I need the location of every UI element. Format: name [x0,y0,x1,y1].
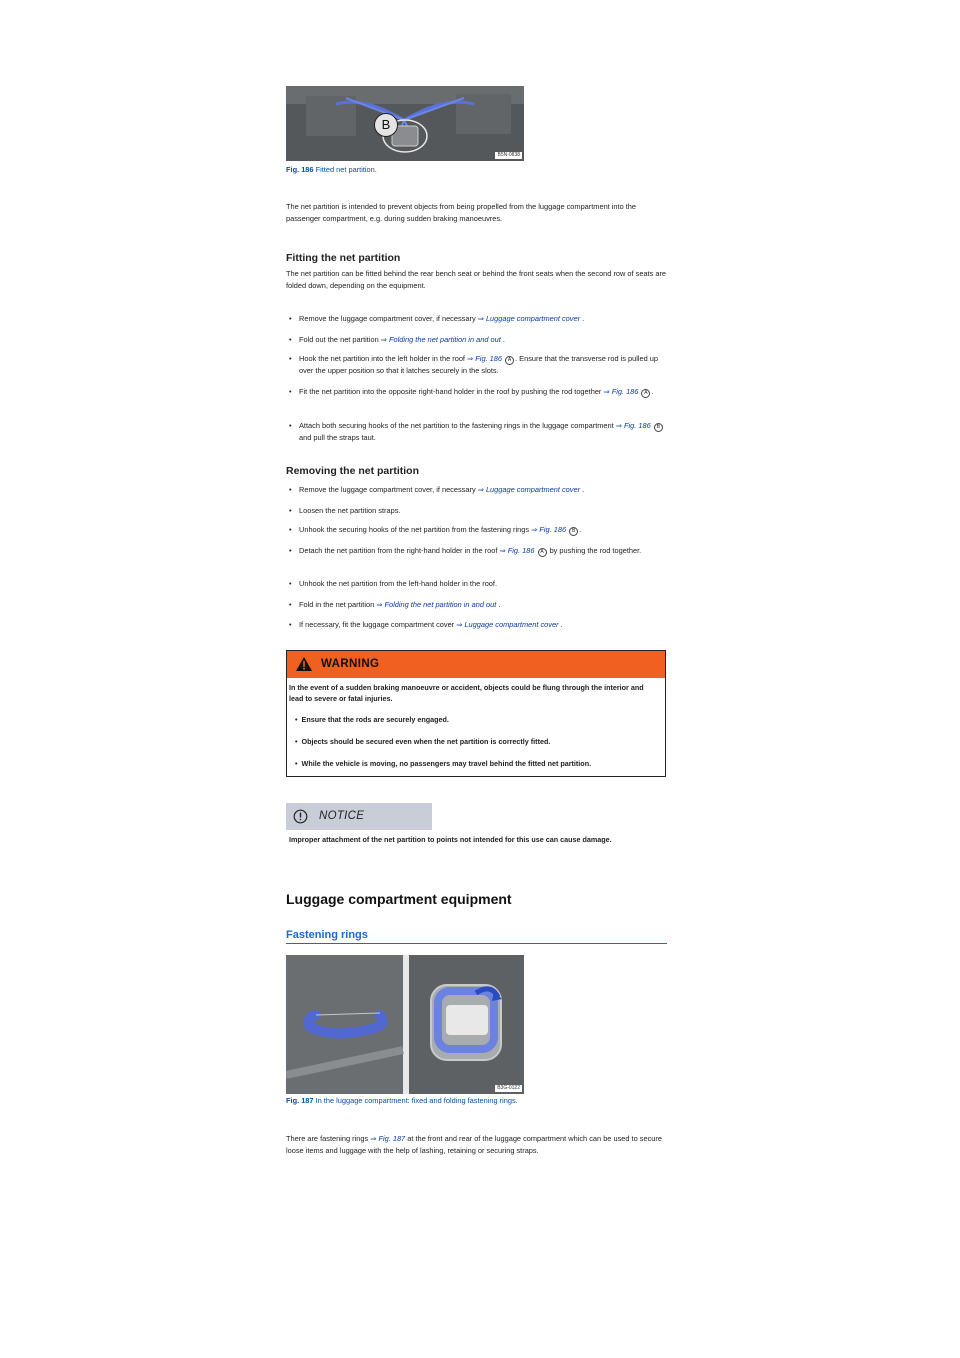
item-text: Hook the net partition into the left holder in the roof [299,354,468,363]
item-text: . [579,525,582,534]
bullet: • [289,525,292,534]
callout-b-label: B [374,113,398,137]
subsection-heading: Fastening rings [286,929,667,944]
warning-list-item [295,714,449,725]
caption-text: In the luggage compartment: fixed and folding fastening rings. [315,1096,518,1105]
fitting-paragraph: The net partition can be fitted behind the rear bench seat or behind the front seats when the second row of seats are folded down, depending on the equipment. [286,269,667,290]
warning-header [287,651,665,678]
link-fig-186[interactable]: ⇒ Fig. 186 [531,525,567,534]
figure-code: B3G-0122 [497,1085,520,1091]
bullet: • [289,335,292,344]
notice-header [286,803,432,830]
callout-b-marker: B [569,527,578,536]
paragraph-text: There are fastening rings [286,1134,371,1143]
item-text: . [651,387,654,396]
removing-heading: Removing the net partition [286,465,420,477]
bullet: • [289,485,292,494]
figure-187-caption [286,1096,518,1105]
bullet: • [289,546,292,555]
list-item [289,599,667,611]
list-item [289,353,667,377]
list-item [289,484,667,496]
item-text: Remove the luggage compartment cover, if necessary [299,485,478,494]
paragraph-text: at the front and rear of the luggage compartment which can be used to secure loose items and luggage with the help of lashing, retaining or securing straps. [286,1134,662,1155]
list-item [289,505,667,517]
warning-item-text: While the vehicle is moving, no passengers may travel behind the fitted net partition. [301,759,592,768]
section-heading: Luggage compartment equipment [286,891,512,907]
item-text: Attach both securing hooks of the net partition to the fastening rings in the luggage compartment [299,421,616,430]
link-luggage-cover[interactable]: ⇒ Luggage compartment cover [456,620,559,629]
warning-box [286,650,666,777]
link-luggage-cover[interactable]: ⇒ Luggage compartment cover [477,485,581,494]
bullet: • [289,600,292,609]
list-item [289,334,667,346]
warning-list-item [295,736,550,747]
bullet: • [289,314,292,323]
item-text: Loosen the net partition straps. [299,506,401,515]
link-fig-187[interactable]: ⇒ Fig. 187 [370,1134,406,1143]
link-fig-186[interactable]: ⇒ Fig. 186 [499,546,535,555]
link-fig-186[interactable]: ⇒ Fig. 186 [467,354,502,363]
figure-187-image [286,955,524,1094]
net-partition-illustration [286,86,524,161]
bullet: • [289,620,292,629]
warning-list-item [295,758,591,769]
exclamation-circle-icon [293,809,308,824]
link-fig-186[interactable]: ⇒ Fig. 186 [615,421,651,430]
item-text: . [580,314,585,323]
bullet: • [289,354,292,363]
notice-text: Improper attachment of the net partition to points not intended for this use can cause damage. [289,835,612,844]
item-text: Remove the luggage compartment cover, if necessary [299,314,478,323]
fitting-heading: Fitting the net partition [286,252,401,264]
bullet: • [289,421,292,430]
bullet: • [289,387,292,396]
callout-a-marker: A [505,356,514,365]
item-text: by pushing the rod together. [547,546,642,555]
item-text: . [580,485,585,494]
item-text: . Ensure that the transverse rod is pulled up over the upper position so that it latches securely in the slots. [299,354,659,375]
item-text: Unhook the net partition from the left-hand holder in the roof. [299,579,498,588]
bullet: • [295,759,298,768]
caption-number: Fig. 186 [286,165,314,174]
notice-title: NOTICE [319,810,365,822]
item-text: Fold out the net partition [299,335,381,344]
item-text: Unhook the securing hooks of the net partition from the fastening rings [299,525,532,534]
list-item [289,313,667,325]
item-text: . [496,600,501,609]
caption-number: Fig. 187 [286,1096,314,1105]
warning-item-text: Ensure that the rods are securely engaged. [301,715,449,724]
link-fig-186[interactable]: ⇒ Fig. 186 [603,387,639,396]
fastening-rings-illustration [286,955,524,1094]
list-item [289,420,667,444]
link-luggage-cover[interactable]: ⇒ Luggage compartment cover [477,314,581,323]
figure-186-caption [286,165,377,174]
callout-a-marker: A [641,389,650,398]
list-item [289,578,667,590]
link-folding-net[interactable]: ⇒ Folding the net partition in and out [376,600,497,609]
warning-title: WARNING [321,658,380,670]
item-text: If necessary, fit the luggage compartment cover [299,620,457,629]
bullet: • [289,506,292,515]
item-text: Detach the net partition from the right-hand holder in the roof [299,546,500,555]
item-text: Fit the net partition into the opposite right-hand holder in the roof by pushing the rod together [299,387,604,396]
warning-triangle-icon [295,656,313,672]
item-text: and pull the straps taut. [299,433,376,442]
list-item [289,545,667,557]
intro-paragraph: The net partition is intended to prevent objects from being propelled from the luggage compartment into the passenger compartment, e.g. during sudden braking manoeuvres. [286,202,637,223]
callout-a-marker: A [538,548,547,557]
list-item [289,619,667,631]
figure-186-image [286,86,524,161]
item-text: Fold in the net partition [299,600,377,609]
figure-code: B5N-0838 [497,152,520,158]
callout-b-marker: B [654,423,663,432]
link-folding-net[interactable]: ⇒ Folding the net partition in and out [380,335,501,344]
item-text: . [500,335,505,344]
caption-text: Fitted net partition. [315,165,377,174]
warning-item-text: Objects should be secured even when the net partition is correctly fitted. [301,737,551,746]
bullet: • [295,715,298,724]
warning-text: In the event of a sudden braking manoeuvre or accident, objects could be flung through the interior and lead to severe or fatal injuries. [289,683,644,703]
list-item [289,386,667,398]
bullet: • [289,579,292,588]
item-text: . [558,620,563,629]
list-item [289,524,667,536]
bullet: • [295,737,298,746]
rings-paragraph [286,1133,667,1156]
